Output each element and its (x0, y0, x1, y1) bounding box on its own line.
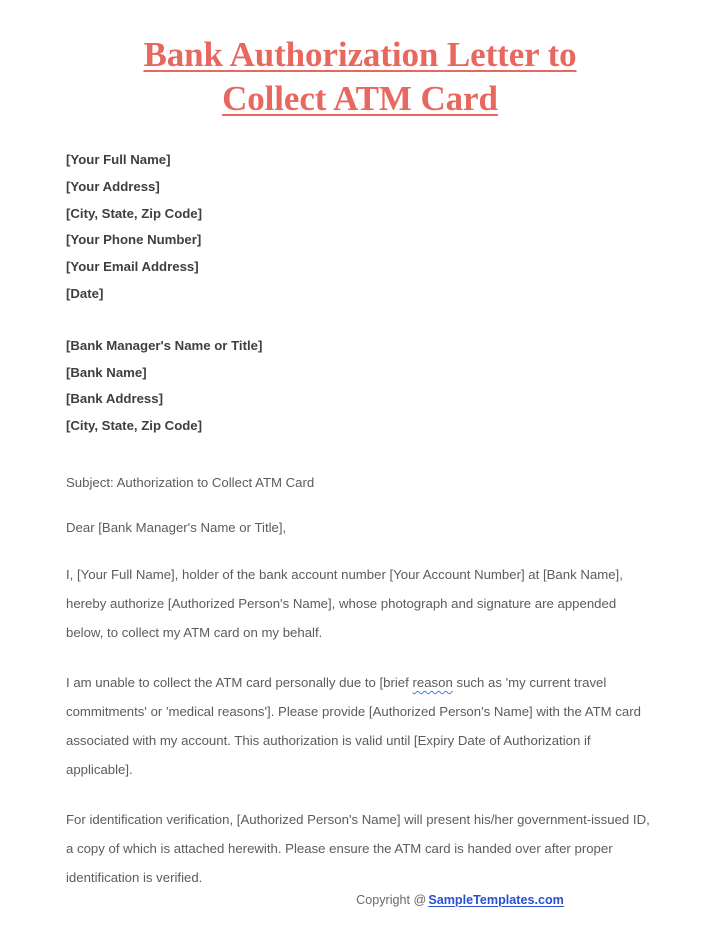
recipient-bank-address: [Bank Address] (66, 391, 163, 407)
body-paragraph-2 (66, 668, 654, 784)
recipient-manager-name: [Bank Manager's Name or Title] (66, 337, 263, 353)
sample-templates-link[interactable]: SampleTemplates.com (428, 893, 564, 907)
footer-copyright (0, 893, 720, 907)
sender-phone-number: [Your Phone Number] (66, 232, 202, 248)
page-title-line-1: Bank Authorization Letter to (143, 35, 577, 74)
recipient-bank-name: [Bank Name] (66, 364, 147, 380)
sender-city-state-zip: [City, State, Zip Code] (66, 205, 203, 221)
spellcheck-underlined-word: reason (412, 674, 453, 690)
salutation-line: Dear [Bank Manager's Name or Title], (66, 519, 287, 535)
letter-date: [Date] (66, 285, 104, 301)
paragraph-2-text-after: such as 'my current travel commitments' or 'medical reasons']. Please provide [Authorized Person's Name] with the ATM card associated with my account. This authorization is valid until [Expiry Date of Authorization if applicable]. (66, 674, 641, 777)
sender-email-address: [Your Email Address] (66, 259, 199, 275)
body-paragraph-3: For identification verification, [Authorized Person's Name] will present his/her government-issued ID, a copy of which is attached herewith. Please ensure the ATM card is handed over after proper identification is verified. (66, 811, 650, 885)
sender-address: [Your Address] (66, 178, 160, 194)
page-title (66, 0, 654, 121)
subject-line: Subject: Authorization to Collect ATM Card (66, 474, 315, 490)
paragraph-2-text-before: I am unable to collect the ATM card personally due to [brief (66, 674, 413, 690)
page-title-line-2: Collect ATM Card (222, 79, 498, 118)
body-paragraph-1: I, [Your Full Name], holder of the bank account number [Your Account Number] at [Bank Name], hereby authorize [Authorized Person's Name], whose photograph and signature are appended below, to collect my ATM card on my behalf. (66, 566, 623, 640)
recipient-city-state-zip: [City, State, Zip Code] (66, 418, 203, 434)
copyright-text: Copyright @ (356, 893, 427, 907)
sender-address-block (66, 147, 654, 308)
recipient-address-block (66, 333, 654, 440)
sender-full-name: [Your Full Name] (66, 152, 171, 167)
